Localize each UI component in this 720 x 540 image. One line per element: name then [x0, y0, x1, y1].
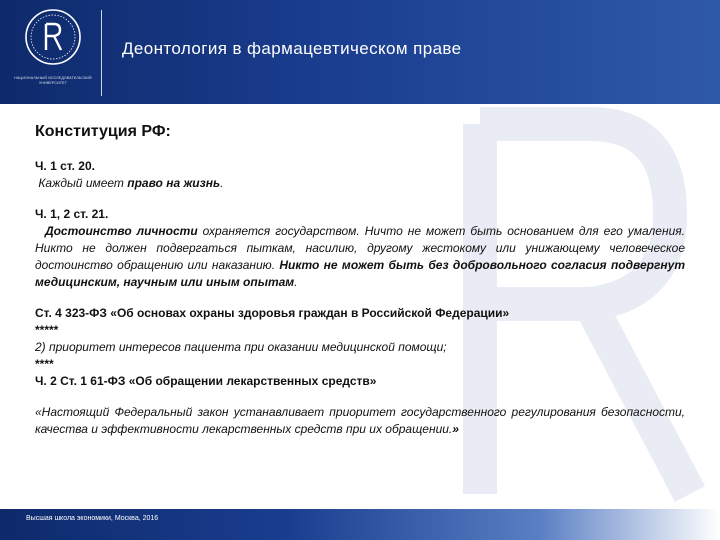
- article-21-ref: Ч. 1, 2 ст. 21.: [35, 207, 109, 221]
- article-20-text: [35, 175, 685, 192]
- slide-content: [35, 122, 685, 438]
- hse-emblem-icon: [24, 8, 82, 66]
- law-323-item: 2) приоритет интересов пациента при оказании медицинской помощи;: [35, 340, 447, 354]
- slide-footer: [0, 509, 720, 540]
- law-61-quote-close: »: [452, 422, 459, 436]
- article-21-end: .: [294, 275, 298, 289]
- article-20-text-c: .: [220, 176, 224, 190]
- article-20-text-a: Каждый имеет: [38, 176, 128, 190]
- logo-caption: НАЦИОНАЛЬНЫЙ ИССЛЕДОВАТЕЛЬСКИЙ УНИВЕРСИТЕТ: [14, 76, 92, 85]
- article-21-text: [35, 223, 685, 291]
- law-61-ref: Ч. 2 Ст. 1 61-ФЗ «Об обращении лекарственных средств»: [35, 374, 377, 388]
- article-21-body: охраняется государством. Ничто не может быть основанием для его умаления. Никто не должен подвергаться пыткам, насилию, другому жестокому или унижающему человеческое достоинство обращению или наказанию.: [35, 224, 685, 272]
- law-323-ref: Ст. 4 323-ФЗ «Об основах охраны здоровья граждан в Российской Федерации»: [35, 306, 510, 320]
- law-61-quote-text: «Настоящий Федеральный закон устанавливает приоритет государственного регулирования безопасности, качества и эффективности лекарственных средств при их обращении.: [35, 405, 685, 436]
- article-21-dignity: Достоинство личности: [44, 224, 198, 238]
- law-61-quote: [35, 404, 685, 438]
- omission-stars-2: ****: [35, 357, 54, 371]
- header-divider: [101, 10, 102, 96]
- slide-title: Деонтология в фармацевтическом праве: [122, 39, 462, 58]
- slide-header: [0, 0, 720, 104]
- section-heading: Конституция РФ:: [35, 123, 171, 140]
- omission-stars-1: *****: [35, 323, 59, 337]
- article-20-ref: Ч. 1 ст. 20.: [35, 159, 95, 173]
- article-20-right-to-life: право на жизнь: [127, 176, 221, 190]
- article-21-consent: Никто не может быть без добровольного согласия подвергнут медицинским, научным или иным опытам: [35, 258, 685, 289]
- footer-text: Высшая школа экономики, Москва, 2016: [26, 515, 159, 522]
- hse-logo: [10, 8, 96, 98]
